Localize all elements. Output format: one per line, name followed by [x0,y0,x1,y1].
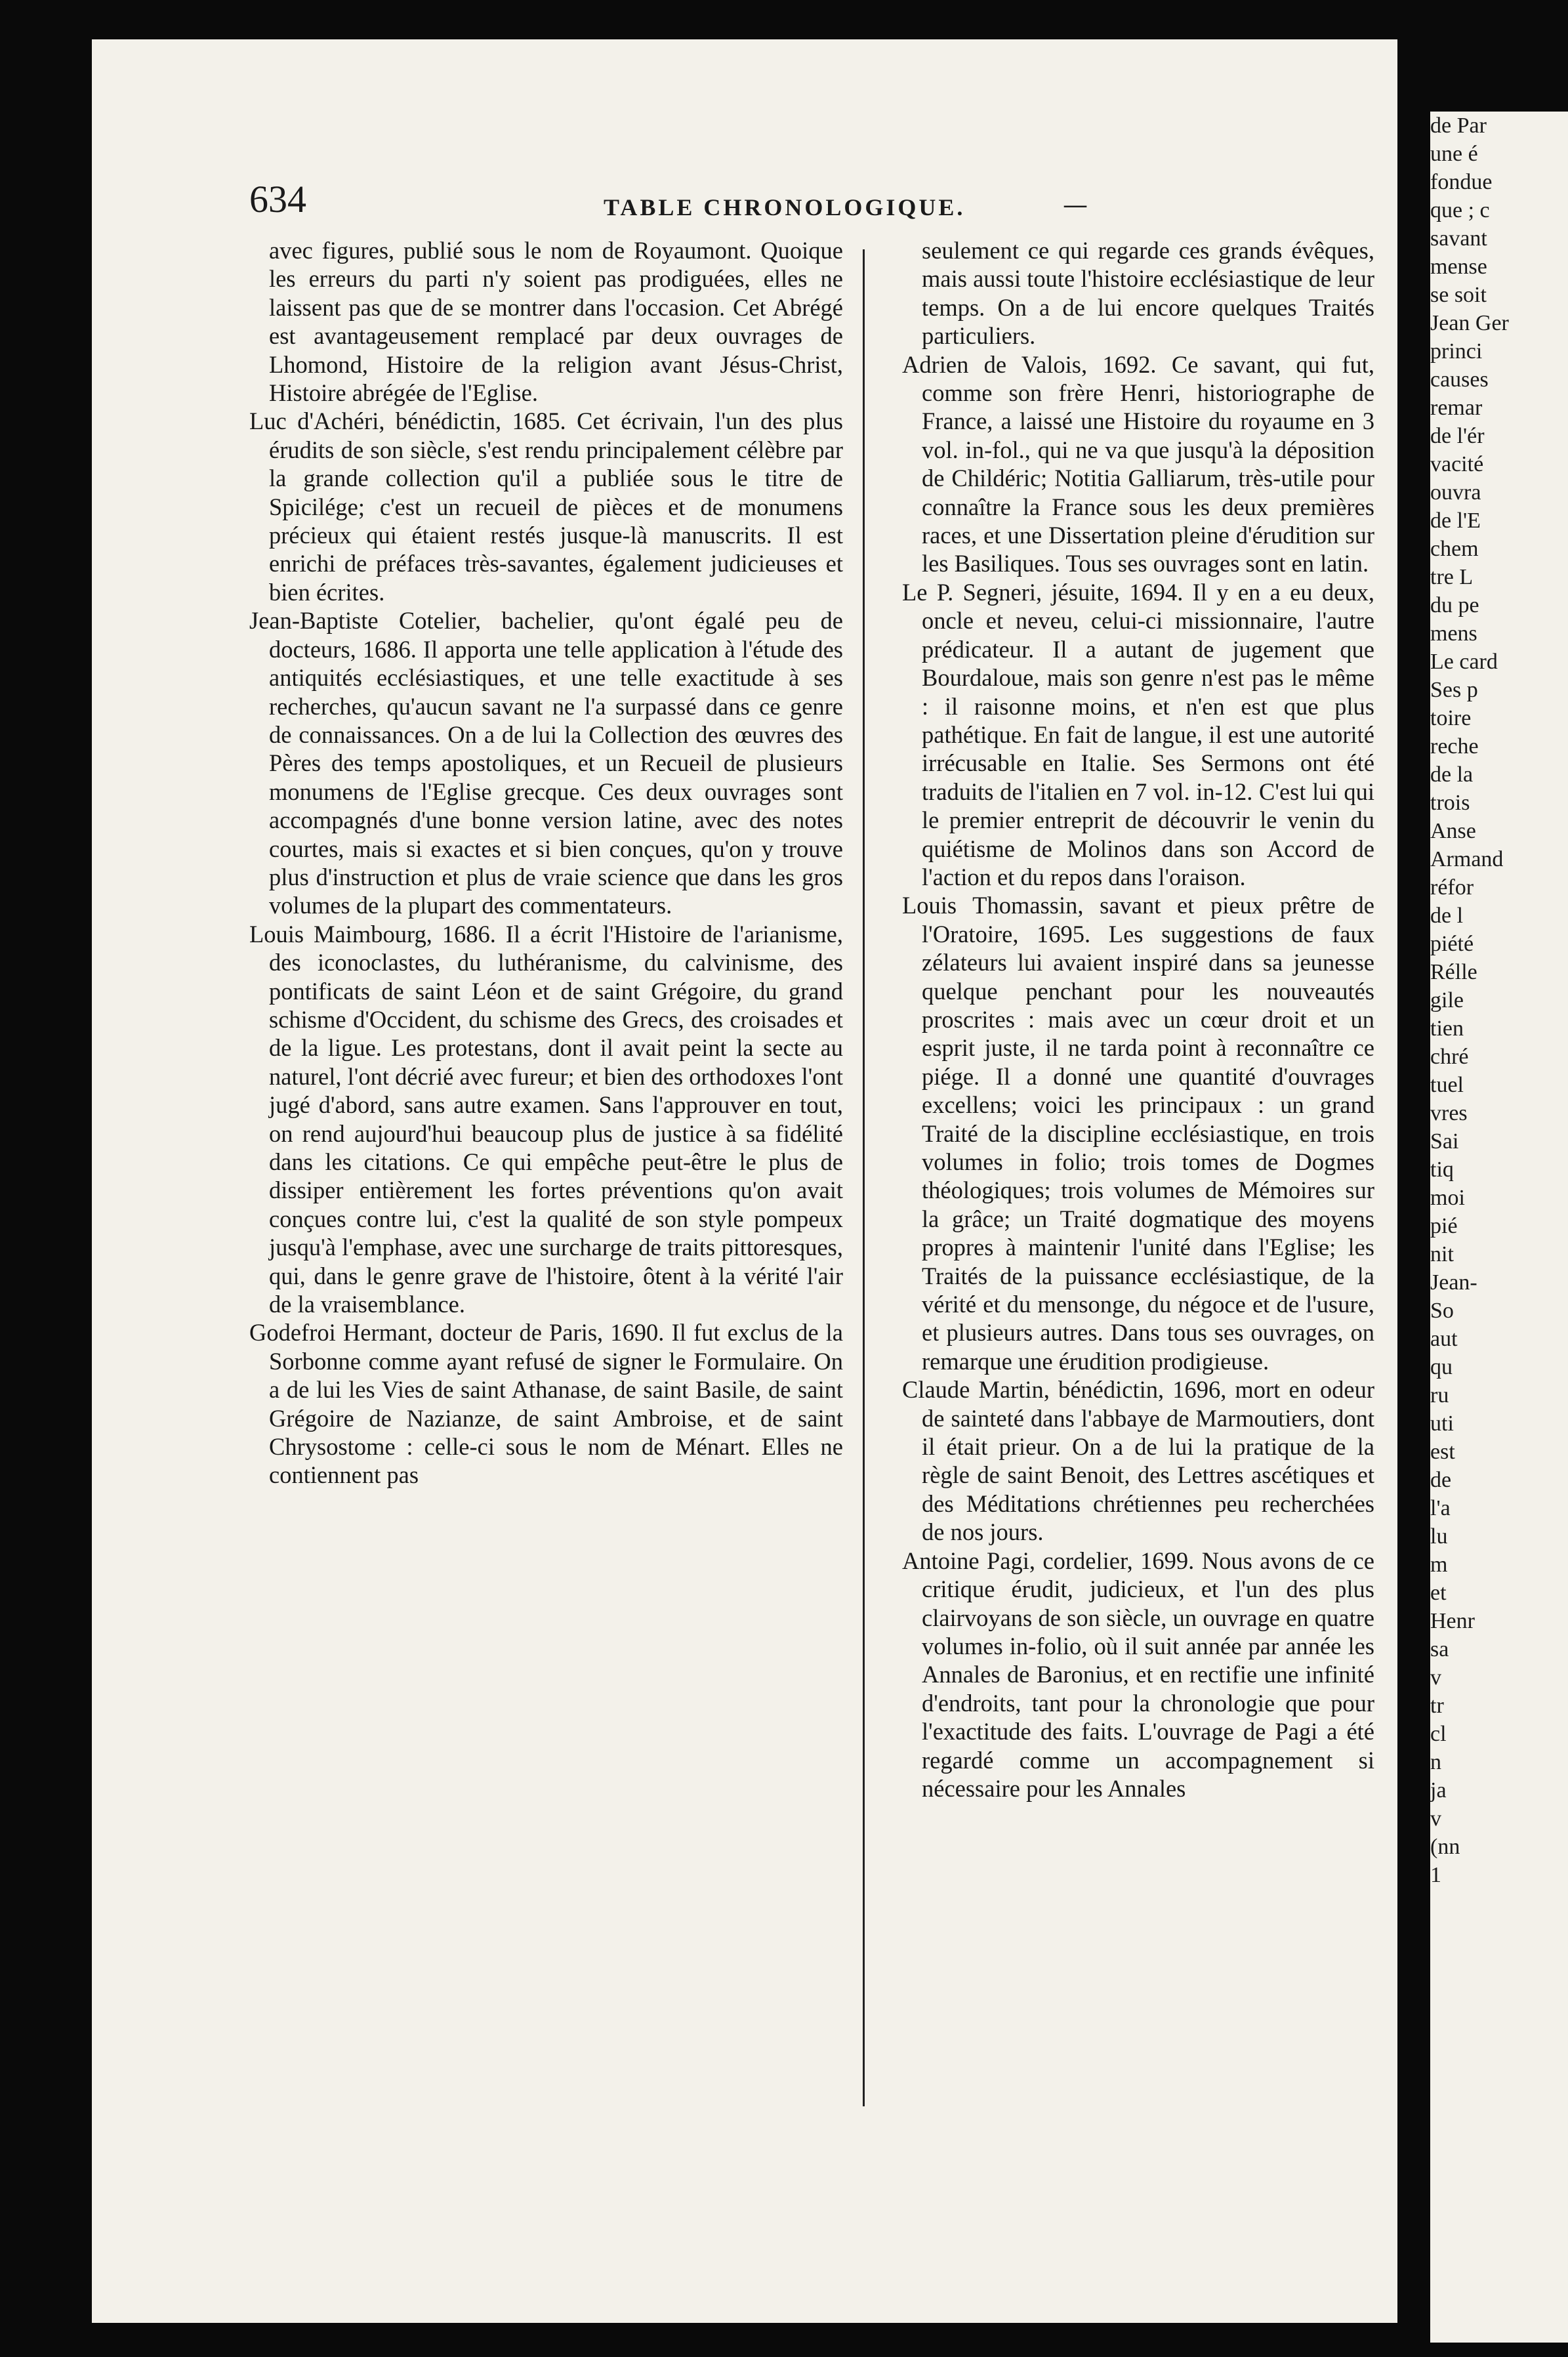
next-page-fragment: Armand [1430,847,1504,871]
page-header [92,177,1397,230]
next-page-fragment: Jean Ger [1430,311,1509,335]
header-dash: — [1063,190,1088,219]
next-page-fragment: Anse [1430,819,1476,843]
page-number: 634 [249,178,306,220]
next-page-fragment: Le card [1430,650,1498,674]
next-page-fragment: v [1430,1806,1441,1831]
next-page-fragment: remar [1430,396,1483,420]
next-page-fragment: vacité [1430,452,1484,476]
column-rule [863,249,865,2106]
next-page-fragment: de la [1430,762,1474,787]
next-page-fragment: de l [1430,904,1464,928]
left-column [249,236,843,2113]
next-page-fragment: tre L [1430,565,1474,589]
entry-thomassin: Louis Thomassin, savant et pieux prêtre de l'Oratoire, 1695. Les suggestions de faux zélateurs lui avaient inspiré dans sa jeunesse quelque penchant pour les nouveautés proscrites : mais avec un cœur droit et un esprit juste, il ne tarda point à reconnaître ce piége. Il a donné une quantité d'ouvrages excellens; voici les principaux : un grand Traité de la discipline ecclésiastique, en trois volumes in folio; trois tomes de Dogmes théologiques; trois volumes de Mémoires sur la grâce; un Traité dogmatique des moyens propres à maintenir l'unité dans l'Eglise; les Traités de la puissance ecclésiastique, de la vérité et du mensonge, du négoce et de l'usure, et plusieurs autres. Dans tous ses ouvrages, on remarque une érudition prodigieuse. [902,892,1374,1375]
next-page-fragment: moi [1430,1186,1465,1210]
next-page-fragment: ja [1430,1778,1447,1803]
next-page-fragment: tr [1430,1694,1444,1718]
next-page-fragment: ru [1430,1383,1449,1408]
entry-martin: Claude Martin, bénédictin, 1696, mort en odeur de sainteté dans l'abbaye de Marmoutiers, dont il était prieur. On a de lui la pratique de la règle de saint Benoit, des Lettres ascétiques et des Méditations chrétiennes peu recherchées de nos jours. [902,1376,1374,1546]
entry-maimbourg: Louis Maimbourg, 1686. Il a écrit l'Histoire de l'arianisme, des iconoclastes, du luthéranisme, du calvinisme, des pontificats de saint Léon et de saint Grégoire, du grand schisme d'Occident, du schisme des Grecs, des croisades et de la ligue. Les protestans, dont il avait peint la secte au naturel, l'ont décrié avec fureur; et bien des orthodoxes l'ont jugé d'abord, sans autre examen. Sans l'approuver en tout, on rend aujourd'hui beaucoup plus de justice à sa fidélité dans les citations. Ce qui empêche peut-être le plus de dissiper entièrement les fortes préventions qu'on avait conçues contre lui, c'est la qualité de son style pompeux jusqu'à l'emphase, avec une surcharge de traits pittoresques, qui, dans le genre grave de l'histoire, ôtent à la vérité l'air de la vraisemblance. [249,920,843,1318]
next-page-fragment: gile [1430,988,1464,1012]
next-page-fragment: 1 [1430,1863,1441,1887]
next-page-fragment: uti [1430,1411,1454,1436]
next-page-fragment: mense [1430,255,1487,279]
next-page-fragment: reche [1430,734,1479,759]
next-page-fragment: se soit [1430,283,1487,307]
next-page-fragment: v [1430,1665,1441,1690]
next-page-fragment: nit [1430,1242,1454,1266]
entry-hermant-cont: seulement ce qui regarde ces grands évêques, mais aussi toute l'histoire ecclésiastique de leur temps. On a de lui encore quelques Traités particuliers. [922,237,1374,350]
next-page-fragment: réfor [1430,875,1474,900]
next-page-fragment: Jean- [1430,1270,1477,1295]
next-page-fragment: de Par [1430,114,1487,138]
next-page-fragment: une é [1430,142,1478,166]
next-page-fragment: causes [1430,367,1489,392]
next-page-fragment: piété [1430,932,1474,956]
next-page-fragment: trois [1430,791,1470,815]
entry-pagi: Antoine Pagi, cordelier, 1699. Nous avons de ce critique érudit, judicieux, et l'un des plus clairvoyans de son siècle, un ouvrage en quatre volumes in-folio, où il suit année par année les Annales de Baronius, et en rectifie une infinité d'endroits, tant pour la chronologie que pour l'exactitude des faits. L'ouvrage de Pagi a été regardé comme un accompagnement si nécessaire pour les Annales [902,1547,1374,1802]
entry-luc-acheri: Luc d'Achéri, bénédictin, 1685. Cet écrivain, l'un des plus érudits de son siècle, s'est rendu principalement célèbre par la grande collection qu'il a publiée sous le titre de Spicilége; c'est un recueil de pièces et de monumens précieux qui étaient restés jusque-là manuscrits. Il est enrichi de préfaces très-savantes, également judicieuses et bien écrites. [249,407,843,606]
next-page-edge [1430,112,1568,2343]
next-page-fragment: fondue [1430,170,1493,194]
next-page-fragment: aut [1430,1327,1458,1351]
next-page-fragment: m [1430,1553,1448,1577]
entry-cotelier: Jean-Baptiste Cotelier, bachelier, qu'ont égalé peu de docteurs, 1686. Il apporta une telle application à l'étude des antiquités ecclésiastiques, et une telle exactitude à ses recherches, qu'aucun savant ne l'a surpassé dans ce genre de connaissances. On a de lui la Collection des œuvres des Pères des temps apostoliques, et un Recueil de plusieurs monumens de l'Eglise grecque. Ces deux ouvrages sont accompagnés d'une bonne version latine, avec des notes courtes, mais si exactes et si bien conçues, qu'on y trouve plus d'instruction et plus de vraie science que dans les gros volumes de la plupart des commentateurs. [249,607,843,919]
next-page-fragment: chem [1430,537,1479,561]
next-page-fragment: Sai [1430,1129,1459,1154]
next-page-fragment: sa [1430,1637,1449,1661]
next-page-fragments [1430,112,1568,1889]
next-page-fragment: So [1430,1299,1454,1323]
next-page-fragment: pié [1430,1214,1458,1238]
next-page-fragment: cl [1430,1722,1447,1746]
next-page-fragment: et [1430,1581,1447,1605]
next-page-fragment: est [1430,1440,1455,1464]
next-page-fragment: savant [1430,226,1487,251]
next-page-fragment: Ses p [1430,678,1478,702]
next-page-fragment: qu [1430,1355,1453,1379]
next-page-fragment: vres [1430,1101,1468,1125]
entry-hermant: Godefroi Hermant, docteur de Paris, 1690. Il fut exclus de la Sorbonne comme ayant refusé de signer le Formulaire. On a de lui les Vies de saint Athanase, de saint Basile, de saint Grégoire de Nazianze, de saint Ambroise, et de saint Chrysostome : celle-ci sous le nom de Ménart. Elles ne contiennent pas [249,1319,843,1489]
right-column [902,236,1374,2113]
next-page-fragment: tuel [1430,1073,1464,1097]
next-page-fragment: de l'E [1430,509,1481,533]
next-page-fragment: l'a [1430,1496,1451,1520]
next-page-fragment: Henr [1430,1609,1475,1633]
next-page-fragment: du pe [1430,593,1479,617]
entry-royaumont-cont: avec figures, publié sous le nom de Royaumont. Quoique les erreurs du parti n'y soient pas prodiguées, elles ne laissent pas que de se montrer dans l'occasion. Cet Abrégé est avantageusement remplacé par deux ouvrages de Lhomond, Histoire de la religion avant Jésus-Christ, Histoire abrégée de l'Eglise. [269,237,843,407]
next-page-fragment: de l'ér [1430,424,1485,448]
next-page-fragment: de [1430,1468,1452,1492]
running-title: TABLE CHRONOLOGIQUE. [604,194,966,220]
next-page-fragment: toire [1430,706,1472,730]
next-page-fragment: mens [1430,621,1477,646]
next-page-fragment: princi [1430,339,1483,364]
entry-segneri: Le P. Segneri, jésuite, 1694. Il y en a eu deux, oncle et neveu, celui-ci missionnaire, l'autre prédicateur. Il a autant de jugement que Bourdaloue, mais son genre n'est pas le même : il raisonne moins, et n'en est que plus pathétique. En fait de langue, il est une autorité irrécusable en Italie. Ses Sermons ont été traduits de l'italien en 7 vol. in-12. C'est lui qui le premier entreprit de découvrir le venin du quiétisme de Molinos dans son Accord de l'action et du repos dans l'oraison. [902,578,1374,890]
next-page-fragment: Rélle [1430,960,1477,984]
entry-valois: Adrien de Valois, 1692. Ce savant, qui fut, comme son frère Henri, historiographe de France, a laissé une Histoire du royaume en 3 vol. in-fol., qui ne va que jusqu'à la déposition de Childéric; Notitia Galliarum, très-utile pour connaître la France sous les deux premières races, et une Dissertation pleine d'érudition sur les Basiliques. Tous ses ouvrages sont en latin. [902,350,1374,577]
next-page-fragment: ouvra [1430,480,1481,505]
next-page-fragment: chré [1430,1045,1469,1069]
next-page-fragment: lu [1430,1524,1448,1549]
left-page [92,39,1397,2323]
next-page-fragment: que ; c [1430,198,1490,222]
next-page-fragment: (nn [1430,1835,1460,1859]
next-page-fragment: tien [1430,1016,1464,1041]
next-page-fragment: n [1430,1750,1441,1774]
next-page-fragment: tiq [1430,1158,1454,1182]
